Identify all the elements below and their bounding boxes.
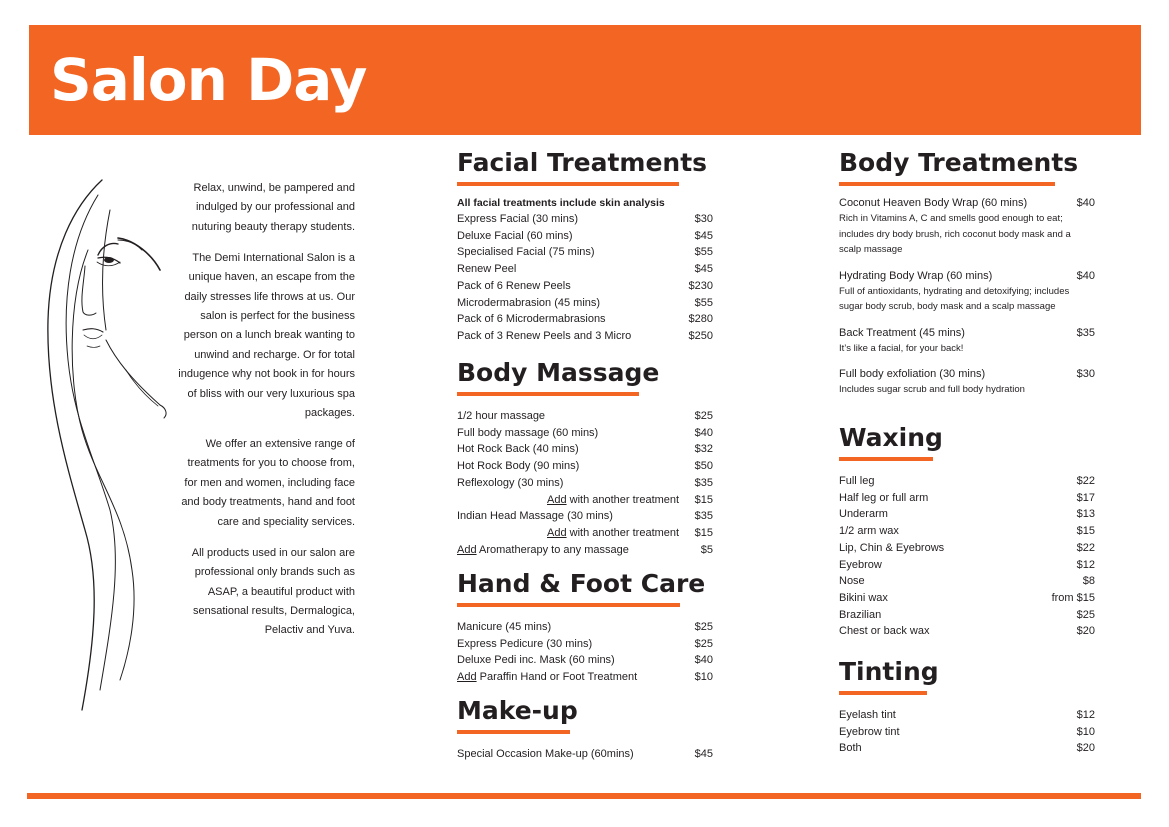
item-price: $55 — [694, 296, 713, 309]
item-price: $40 — [694, 654, 713, 667]
price-row — [457, 636, 713, 653]
item-name: Reflexology (30 mins) — [457, 476, 564, 489]
item-price: $25 — [694, 621, 713, 633]
add-on-text: with another treatment — [566, 493, 680, 506]
heading-underline — [457, 730, 570, 734]
item-name: 1/2 hour massage — [457, 410, 546, 422]
item-price: $15 — [694, 526, 713, 539]
item-name: Full body exfoliation (30 mins) — [839, 368, 986, 380]
item-name: Brazilian — [839, 608, 882, 621]
item-name: Eyebrow tint — [839, 725, 900, 738]
item-price: $40 — [1076, 197, 1095, 209]
item-name: Pack of 6 Renew Peels — [457, 279, 571, 292]
section-heading: Hand & Foot Care — [457, 569, 706, 598]
price-row — [457, 669, 713, 686]
section-hand-foot — [457, 569, 713, 686]
intro-paragraph: We offer an extensive range of treatments for you to choose from, for men and women, including face and body treatments, hand and foot care and speciality services. — [181, 438, 355, 528]
item-name: Deluxe Facial (60 mins) — [457, 229, 573, 242]
item-price: $25 — [694, 410, 713, 422]
price-row — [457, 508, 713, 525]
item-price: $22 — [1076, 541, 1095, 554]
item-name: Hot Rock Back (40 mins) — [457, 443, 579, 456]
price-row — [457, 311, 713, 328]
page-title: Salon Day — [50, 46, 367, 114]
item-price: $45 — [694, 229, 713, 242]
item-name: Full body massage (60 mins) — [457, 426, 599, 439]
item-price: $15 — [694, 493, 713, 506]
item-price: $20 — [1076, 625, 1095, 638]
item-price: $40 — [694, 426, 713, 439]
section-body-treatments — [839, 148, 1095, 409]
item-price: $35 — [694, 476, 713, 489]
intro-text — [175, 179, 355, 652]
price-list — [457, 408, 713, 558]
item-price: $35 — [694, 510, 713, 523]
footer-bar — [27, 793, 1141, 799]
item-name: Eyelash tint — [839, 709, 896, 721]
price-row — [457, 458, 713, 475]
item-price: $12 — [1076, 709, 1095, 721]
item-name: Pack of 6 Microdermabrasions — [457, 313, 606, 326]
price-row — [839, 623, 1095, 640]
item-price: $12 — [1076, 558, 1095, 571]
price-row — [457, 475, 713, 492]
item-name: Express Pedicure (30 mins) — [457, 637, 593, 650]
item-name: Renew Peel — [457, 263, 517, 276]
price-row — [457, 261, 713, 278]
section-tinting — [839, 657, 1095, 757]
item-name: Lip, Chin & Eyebrows — [839, 541, 945, 554]
item-name: Back Treatment (45 mins) — [839, 326, 965, 339]
section-massage — [457, 358, 713, 558]
item-name: Indian Head Massage (30 mins) — [457, 510, 613, 523]
price-row — [839, 540, 1095, 557]
add-on-label: Add — [457, 543, 477, 556]
heading-underline — [839, 691, 927, 695]
title-banner — [29, 25, 1141, 135]
add-on-label: Add — [457, 671, 477, 684]
item-name: 1/2 arm wax — [839, 525, 899, 538]
item-name: Coconut Heaven Body Wrap (60 mins) — [839, 197, 1028, 209]
item-description: Rich in Vitamins A, C and smells good enough to eat; includes dry body brush, rich coconut body mask and a scalp massage — [839, 213, 1071, 255]
woman-face-illustration — [40, 170, 190, 730]
heading-underline — [839, 182, 1055, 186]
item-name — [457, 525, 679, 542]
item-price: $17 — [1076, 491, 1095, 504]
treatment-item — [839, 196, 1095, 258]
intro-paragraph: Relax, unwind, be pampered and indulged by our professional and nuturing beauty therapy students. — [191, 182, 355, 233]
price-list — [839, 473, 1095, 640]
price-row — [839, 367, 1095, 382]
price-row — [839, 523, 1095, 540]
item-price: $10 — [1076, 725, 1095, 738]
price-row — [457, 542, 713, 559]
section-heading: Tinting — [839, 657, 939, 686]
price-row — [457, 425, 713, 442]
item-name: Chest or back wax — [839, 625, 930, 638]
item-name: Half leg or full arm — [839, 491, 929, 504]
item-price: $25 — [694, 637, 713, 650]
item-price: $35 — [1076, 326, 1095, 339]
item-name: Bikini wax — [839, 591, 888, 604]
item-price: $8 — [1082, 575, 1095, 588]
price-list — [457, 746, 713, 763]
add-on-text: Aromatherapy to any massage — [476, 543, 629, 556]
item-name: Pack of 3 Renew Peels and 3 Micro — [457, 329, 632, 342]
item-name: Express Facial (30 mins) — [457, 213, 579, 225]
price-row — [457, 295, 713, 312]
section-waxing — [839, 423, 1095, 640]
price-row — [457, 652, 713, 669]
heading-underline — [839, 457, 933, 461]
item-name: Microdermabrasion (45 mins) — [457, 296, 601, 309]
item-price: $13 — [1076, 508, 1095, 521]
item-price: $20 — [1076, 742, 1095, 755]
section-facial — [457, 148, 713, 345]
price-row — [457, 211, 713, 228]
treatment-item — [839, 367, 1095, 398]
item-price: $280 — [688, 313, 713, 326]
item-name: Special Occasion Make-up (60mins) — [457, 748, 634, 760]
item-price: $30 — [1076, 368, 1095, 380]
price-list — [457, 619, 713, 686]
heading-underline — [457, 182, 679, 186]
price-row — [457, 525, 713, 542]
item-name: Both — [839, 742, 862, 755]
section-heading: Make-up — [457, 696, 578, 725]
add-on-label: Add — [547, 493, 567, 506]
heading-underline — [457, 603, 680, 607]
section-heading: Body Treatments — [839, 148, 1079, 177]
price-row — [839, 490, 1095, 507]
price-row — [457, 492, 713, 509]
item-price: $250 — [688, 329, 713, 342]
intro-paragraph: All products used in our salon are professional only brands such as ASAP, a beautiful product with sensational results, Dermalogica, Pelactiv and Yuva. — [191, 546, 355, 637]
item-price: from $15 — [1051, 591, 1095, 604]
item-price: $50 — [694, 460, 713, 473]
price-row — [839, 607, 1095, 624]
section-heading: Waxing — [839, 423, 943, 452]
price-row — [457, 328, 713, 345]
item-name: Manicure (45 mins) — [457, 621, 552, 633]
price-row — [457, 441, 713, 458]
item-price: $32 — [694, 443, 713, 456]
price-row — [839, 557, 1095, 574]
price-row — [457, 746, 713, 763]
price-row — [839, 724, 1095, 741]
item-name: Specialised Facial (75 mins) — [457, 246, 595, 259]
treatment-item — [839, 269, 1095, 315]
treatment-item — [839, 326, 1095, 357]
item-price: $22 — [1076, 475, 1095, 487]
section-makeup — [457, 696, 713, 763]
price-row — [839, 707, 1095, 724]
intro-paragraph: The Demi International Salon is a unique haven, an escape from the daily stresses life throws at us. Our salon is perfect for the business person on a lunch break wanting to unwind and recharge. Or for total indugence why not book in for hours of bliss with our very luxurious spa packages. — [178, 251, 355, 420]
price-list — [839, 196, 1095, 398]
price-row — [839, 506, 1095, 523]
item-price: $25 — [1076, 608, 1095, 621]
item-name: Nose — [839, 575, 865, 588]
price-row — [839, 573, 1095, 590]
price-row — [839, 740, 1095, 757]
item-price: $40 — [1076, 269, 1095, 282]
item-name: Eyebrow — [839, 558, 882, 571]
add-on-text: with another treatment — [566, 526, 680, 539]
item-name: Full leg — [839, 475, 875, 487]
item-description: Includes sugar scrub and full body hydration — [839, 384, 1025, 395]
price-row — [457, 228, 713, 245]
add-on-label: Add — [547, 526, 567, 539]
item-price: $45 — [694, 748, 713, 760]
price-row — [839, 269, 1095, 284]
item-name — [457, 492, 679, 509]
price-row — [839, 326, 1095, 341]
price-row — [457, 408, 713, 425]
facial-note: All facial treatments include skin analysis — [457, 197, 665, 209]
item-price: $45 — [694, 263, 713, 276]
item-name: Underarm — [839, 508, 888, 521]
price-row — [839, 590, 1095, 607]
item-price: $30 — [694, 213, 713, 225]
item-description: It’s like a facial, for your back! — [839, 342, 964, 354]
item-price: $10 — [694, 671, 713, 684]
item-price: $5 — [700, 543, 713, 556]
item-price: $15 — [1076, 525, 1095, 538]
price-list — [457, 195, 713, 345]
item-name: Hydrating Body Wrap (60 mins) — [839, 269, 993, 282]
price-row — [457, 278, 713, 295]
price-row — [839, 473, 1095, 490]
price-row — [839, 196, 1095, 211]
section-heading: Facial Treatments — [457, 148, 708, 177]
price-row — [457, 244, 713, 261]
item-price: $55 — [694, 246, 713, 259]
item-name — [457, 542, 629, 559]
item-name: Hot Rock Body (90 mins) — [457, 460, 580, 473]
item-name — [457, 669, 637, 686]
add-on-text: Paraffin Hand or Foot Treatment — [476, 671, 638, 684]
price-row — [457, 619, 713, 636]
item-description: Full of antioxidants, hydrating and detoxifying; includes sugar body scrub, body mask and a scalp massage — [839, 285, 1070, 312]
price-list — [839, 707, 1095, 757]
heading-underline — [457, 392, 639, 396]
item-name: Deluxe Pedi inc. Mask (60 mins) — [457, 654, 615, 667]
item-price: $230 — [688, 279, 713, 292]
section-heading: Body Massage — [457, 358, 660, 387]
